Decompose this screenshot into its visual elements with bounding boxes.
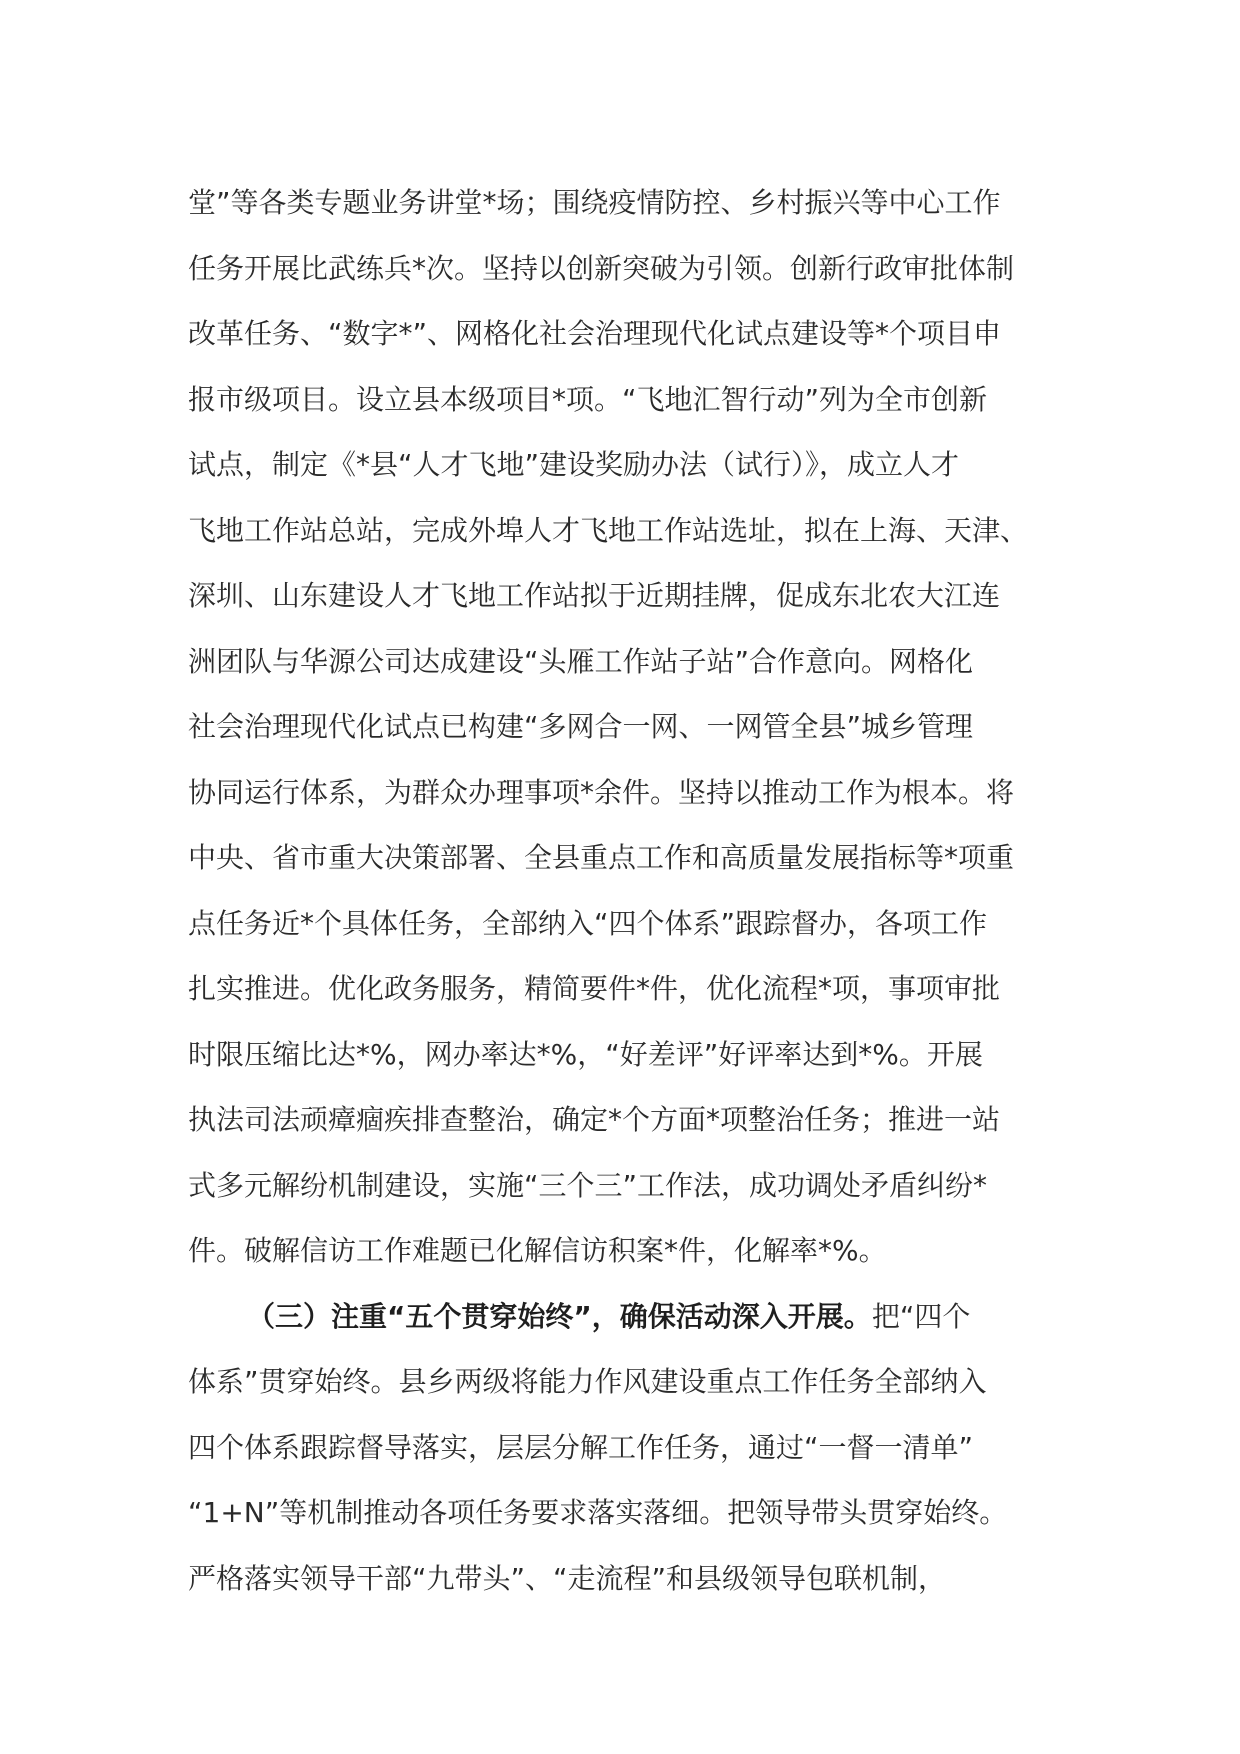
- text-line: 严格落实领导干部“九带头”、“走流程”和县级领导包联机制，: [188, 1561, 947, 1595]
- text-line: 报市级项目。设立县本级项目*项。“飞地汇智行动”列为全市创新: [188, 382, 988, 416]
- section-heading-line: [188, 1284, 1088, 1350]
- text-line: 协同运行体系，为群众办理事项*余件。坚持以推动工作为根本。将: [188, 775, 1015, 809]
- text-line: 四个体系跟踪督导落实，层层分解工作任务，通过“一督一清单”: [188, 1430, 974, 1464]
- text-line: 式多元解纷机制建设，实施“三个三”工作法，成功调处矛盾纠纷*: [188, 1168, 988, 1202]
- text-line: 执法司法顽瘴痼疾排查整治，确定*个方面*项整治任务；推进一站: [188, 1103, 1001, 1136]
- section-heading: （三）注重“五个贯穿始终”，确保活动深入开展。: [247, 1299, 872, 1333]
- text-line: “1+N”等机制推动各项任务要求落实落细。把领导带头贯穿始终。: [188, 1496, 1008, 1529]
- text-line: 改革任务、“数字*”、网格化社会治理现代化试点建设等*个项目申: [188, 317, 1002, 350]
- text-line: 堂”等各类专题业务讲堂*场；围绕疫情防控、乡村振兴等中心工作: [188, 186, 1001, 219]
- text-line: 深圳、山东建设人才飞地工作站拟于近期挂牌，促成东北农大江连: [188, 579, 1001, 612]
- text-line: 社会治理现代化试点已构建“多网合一网、一网管全县”城乡管理: [188, 710, 974, 743]
- text-line: 试点，制定《*县“人才飞地”建设奖励办法（试行）》，成立人才: [188, 448, 960, 481]
- body-text: [188, 170, 1088, 1611]
- text-line: 中央、省市重大决策部署、全县重点工作和高质量发展指标等*项重: [188, 841, 1015, 874]
- text-line: 时限压缩比达*%，网办率达*%，“好差评”好评率达到*%。开展: [188, 1037, 983, 1071]
- text-line: 件。破解信访工作难题已化解信访积案*件，化解率*%。: [188, 1234, 887, 1267]
- heading-continuation: 把“四个: [871, 1299, 971, 1333]
- text-line: 洲团队与华源公司达成建设“头雁工作站子站”合作意向。网格化: [188, 644, 974, 678]
- text-line: 点任务近*个具体任务，全部纳入“四个体系”跟踪督办，各项工作: [188, 906, 988, 940]
- text-line: 体系”贯穿始终。县乡两级将能力作风建设重点工作任务全部纳入: [188, 1365, 987, 1398]
- text-line: 扎实推进。优化政务服务，精简要件*件，优化流程*项，事项审批: [188, 972, 1001, 1005]
- text-line: 任务开展比武练兵*次。坚持以创新突破为引领。创新行政审批体制: [188, 251, 1015, 285]
- text-line: 飞地工作站总站，完成外埠人才飞地工作站选址，拟在上海、天津、: [188, 513, 1029, 547]
